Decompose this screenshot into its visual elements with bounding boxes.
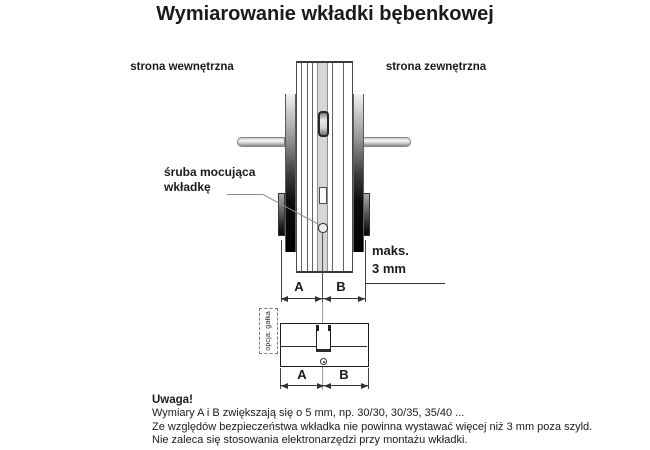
knob-option-box	[259, 308, 278, 354]
dim-b-label: B	[336, 279, 346, 294]
screw-hole-dot	[323, 361, 325, 363]
inner-side-label: strona wewnętrzna	[130, 61, 234, 73]
notes-block	[152, 394, 622, 448]
dim-b-label-lower: B	[339, 367, 349, 382]
note-line: Wymiary A i B zwiększają się o 5 mm, np. 30/30, 30/35, 35/40 ...	[152, 407, 465, 419]
arrowhead	[281, 296, 288, 302]
notes-heading: Uwaga!	[152, 394, 193, 406]
note-line: Ze względów bezpieczeństwa wkładka nie powinna wystawać więcej niż 3 mm poza szyld.	[152, 420, 593, 433]
cam-detail	[318, 111, 329, 137]
arrowhead	[361, 383, 368, 389]
arrowhead	[324, 296, 331, 302]
arrowhead	[315, 296, 322, 302]
arrowhead	[317, 383, 324, 389]
right-handle-bar	[363, 137, 411, 147]
door-layer-line	[332, 63, 333, 271]
door-layer-line	[312, 63, 313, 271]
max-protrusion-label: maks. 3 mm	[372, 243, 409, 276]
note-line: Nie zaleca się stosowania elektronarzędzi przy montażu wkładki.	[152, 434, 468, 446]
cam-slot-corner	[328, 325, 331, 331]
knob-option-label: opcja: gałka	[265, 310, 272, 351]
max-protrusion-line	[365, 283, 445, 284]
outer-side-label: strona zewnętrzna	[385, 61, 487, 73]
mounting-screw-label: śruba mocująca wkładkę	[164, 165, 256, 194]
extension-line	[365, 240, 366, 302]
page-title: Wymiarowanie wkładki bębenkowej	[156, 3, 494, 25]
left-shield-plate	[285, 94, 296, 252]
leader-line	[227, 194, 263, 195]
cylinder-end-right	[363, 193, 370, 236]
right-shield-plate	[353, 94, 364, 252]
door-layer-line	[343, 63, 344, 271]
extension-line	[281, 240, 282, 302]
arrowhead	[358, 296, 365, 302]
arrowhead	[324, 383, 331, 389]
center-axis-line	[322, 232, 323, 302]
door-layer-line	[301, 63, 302, 271]
door-cross-section	[296, 61, 353, 273]
door-layer-line	[307, 63, 308, 271]
keyway-detail	[319, 187, 327, 204]
dim-a-label-lower: A	[297, 367, 307, 382]
left-handle-bar	[237, 137, 285, 147]
cam-slot-corner	[317, 325, 320, 331]
arrowhead	[281, 383, 288, 389]
dim-a-label: A	[294, 279, 304, 294]
